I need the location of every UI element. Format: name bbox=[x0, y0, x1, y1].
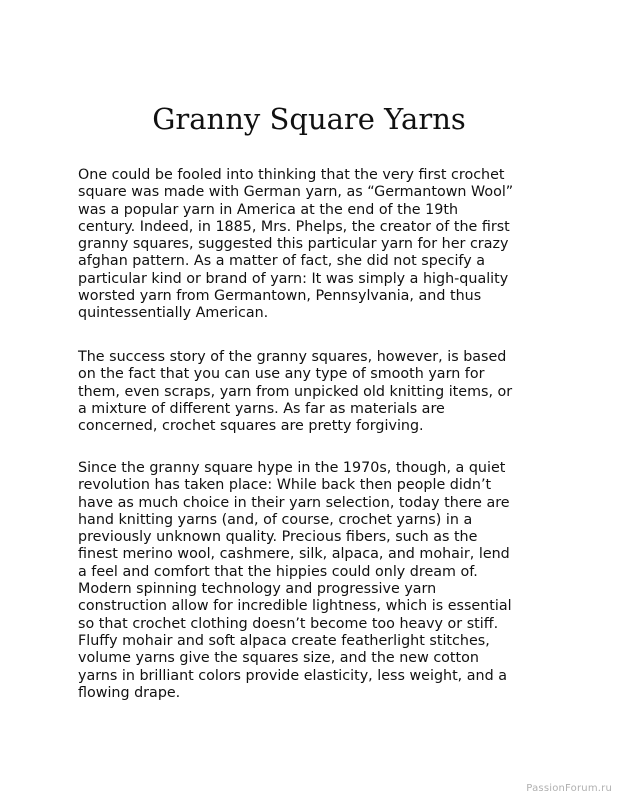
paragraph-1-line: quintessentially American. bbox=[78, 305, 269, 322]
paragraph-1-line: square was made with German yarn, as “Germantown Wool” bbox=[78, 184, 514, 201]
paragraph-3-line: flowing drape. bbox=[78, 684, 181, 701]
paragraph-3-line: revolution has taken place: While back then people didn’t bbox=[78, 477, 492, 494]
paragraph-3-line: Since the granny square hype in the 1970s, though, a quiet bbox=[78, 460, 506, 476]
paragraph-1-line: century. Indeed, in 1885, Mrs. Phelps, the creator of the first bbox=[78, 218, 510, 235]
paragraph-2-line: concerned, crochet squares are pretty forgiving. bbox=[78, 418, 424, 435]
page-title: Granny Square Yarns bbox=[152, 102, 466, 136]
paragraph-2 bbox=[78, 349, 548, 435]
paragraph-3-line: finest merino wool, cashmere, silk, alpaca, and mohair, lend bbox=[78, 546, 510, 563]
paragraph-1-line: afghan pattern. As a matter of fact, she did not specify a bbox=[78, 253, 485, 270]
paragraph-1-line: One could be fooled into thinking that the very first crochet bbox=[78, 167, 505, 183]
paragraph-3-line: so that crochet clothing doesn’t become too heavy or stiff. bbox=[78, 615, 499, 632]
paragraph-1-line: particular kind or brand of yarn: It was simply a high-quality bbox=[78, 270, 509, 287]
paragraph-3-line: have as much choice in their yarn selection, today there are bbox=[78, 494, 510, 511]
paragraph-1-line: worsted yarn from Germantown, Pennsylvania, and thus bbox=[78, 288, 482, 305]
paragraph-3-line: a feel and comfort that the hippies could only dream of. bbox=[78, 563, 478, 580]
paragraph-2-line: them, even scraps, yarn from unpicked old knitting items, or bbox=[78, 383, 513, 400]
paragraph-3-line: previously unknown quality. Precious fibers, such as the bbox=[78, 529, 478, 546]
paragraph-2-line: a mixture of different yarns. As far as materials are bbox=[78, 400, 445, 417]
paragraph-3-line: Modern spinning technology and progressive yarn bbox=[78, 581, 437, 598]
paragraph-1-line: granny squares, suggested this particular yarn for her crazy bbox=[78, 236, 509, 253]
paragraph-3-line: Fluffy mohair and soft alpaca create featherlight stitches, bbox=[78, 632, 490, 649]
paragraph-1 bbox=[78, 167, 548, 323]
paragraph-2-line: on the fact that you can use any type of smooth yarn for bbox=[78, 366, 485, 383]
paragraph-3 bbox=[78, 460, 548, 702]
paragraph-2-line: The success story of the granny squares, however, is based bbox=[78, 349, 507, 365]
paragraph-1-line: was a popular yarn in America at the end of the 19th bbox=[78, 201, 459, 218]
watermark-text: PassionForum.ru bbox=[526, 783, 612, 794]
paragraph-3-line: construction allow for incredible lightness, which is essential bbox=[78, 598, 512, 615]
paragraph-3-line: yarns in brilliant colors provide elasticity, less weight, and a bbox=[78, 667, 507, 684]
paragraph-3-line: volume yarns give the squares size, and the new cotton bbox=[78, 650, 479, 667]
paragraph-3-line: hand knitting yarns (and, of course, crochet yarns) in a bbox=[78, 511, 473, 528]
